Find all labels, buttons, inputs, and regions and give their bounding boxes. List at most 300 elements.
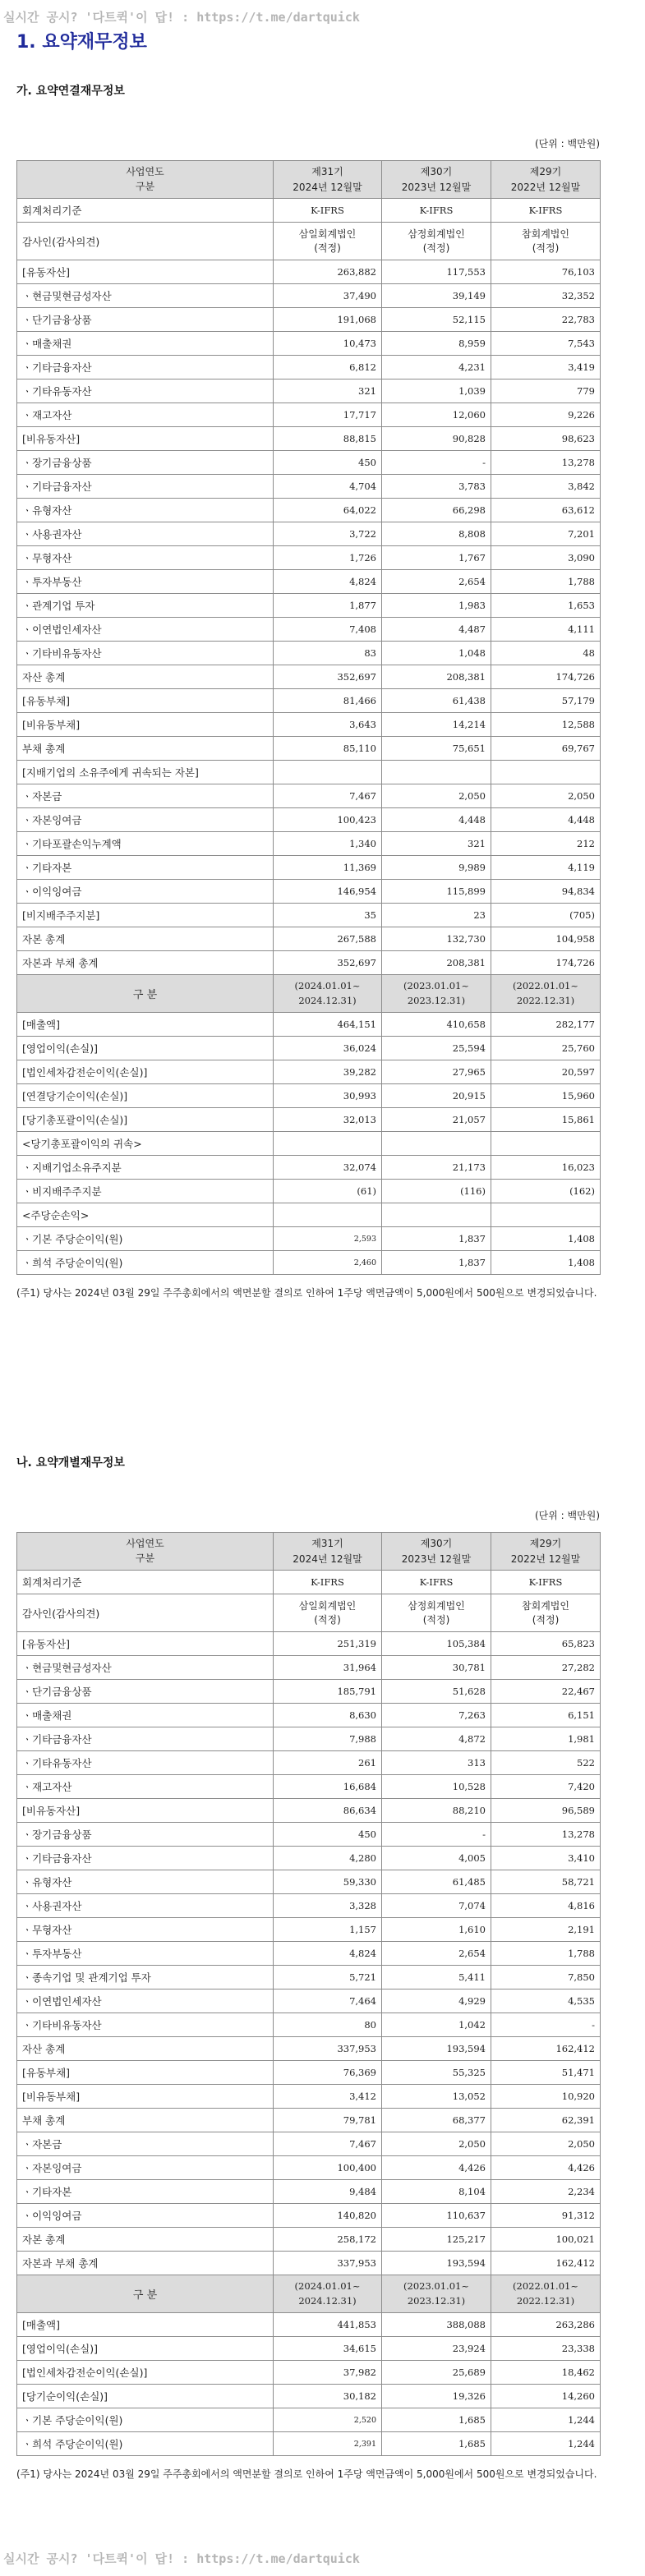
row-value: 16,684 <box>274 1775 382 1799</box>
row-label: ㆍ지배기업소유주지분 <box>17 1156 274 1180</box>
row-value: 2,234 <box>491 2180 601 2204</box>
row-value: 2,050 <box>382 784 491 808</box>
row-value <box>382 1132 491 1156</box>
row-value: 15,960 <box>491 1084 601 1108</box>
row-value: 174,726 <box>491 951 601 975</box>
table-row <box>17 1870 601 1894</box>
row-label: ㆍ기본 주당순이익(원) <box>17 2408 274 2432</box>
row-value: 25,689 <box>382 2361 491 2385</box>
row-value: 5,411 <box>382 1966 491 1990</box>
row-value: 3,419 <box>491 356 601 380</box>
row-value: 1,653 <box>491 594 601 618</box>
auditor-value <box>274 1594 382 1632</box>
table-header-row <box>17 161 601 199</box>
page-title: 1. 요약재무정보 <box>16 32 147 53</box>
row-value: 352,697 <box>274 665 382 689</box>
row-value: 313 <box>382 1751 491 1775</box>
row-value: 15,861 <box>491 1108 601 1132</box>
row-value: 1,048 <box>382 642 491 665</box>
row-label: ㆍ종속기업 및 관계기업 투자 <box>17 1966 274 1990</box>
table-row <box>17 1799 601 1823</box>
row-value: 7,201 <box>491 522 601 546</box>
table-row <box>17 1727 601 1751</box>
row-label: [유동자산] <box>17 1632 274 1656</box>
row-value: 90,828 <box>382 427 491 451</box>
row-value: 1,983 <box>382 594 491 618</box>
table-row <box>17 832 601 856</box>
row-label: [비유동부채] <box>17 2085 274 2109</box>
row-value: (162) <box>491 1180 601 1203</box>
row-value: 48 <box>491 642 601 665</box>
row-value: K-IFRS <box>382 1571 491 1594</box>
header-year-category <box>17 161 274 199</box>
row-value: 36,024 <box>274 1037 382 1060</box>
table-row <box>17 689 601 713</box>
row-value: 37,490 <box>274 284 382 308</box>
header-period-term: 제30기 <box>420 165 453 177</box>
row-value: 51,628 <box>382 1680 491 1704</box>
row-value: 146,954 <box>274 880 382 904</box>
row-label: [매출액] <box>17 2313 274 2337</box>
table-row <box>17 1942 601 1966</box>
table-row <box>17 1180 601 1203</box>
row-value: 51,471 <box>491 2061 601 2085</box>
table-row <box>17 2252 601 2275</box>
period-end: 2022.12.31) <box>516 2294 575 2307</box>
row-value: 8,808 <box>382 522 491 546</box>
row-value: 96,589 <box>491 1799 601 1823</box>
row-value: 98,623 <box>491 427 601 451</box>
row-value: 1,981 <box>491 1727 601 1751</box>
row-value: 66,298 <box>382 499 491 522</box>
row-value: 34,615 <box>274 2337 382 2361</box>
row-value: 8,959 <box>382 332 491 356</box>
auditor-value <box>491 1594 601 1632</box>
header-period-term: 제31기 <box>311 1537 343 1549</box>
row-label: 회계처리기준 <box>17 1571 274 1594</box>
row-value: 7,464 <box>274 1990 382 2013</box>
row-value: 1,837 <box>382 1227 491 1251</box>
row-label: 자본과 부채 총계 <box>17 951 274 975</box>
row-value: 9,484 <box>274 2180 382 2204</box>
header-period-date: 2022년 12월말 <box>510 1552 581 1565</box>
table-row <box>17 427 601 451</box>
header-period-term: 제30기 <box>420 1537 453 1549</box>
row-value: K-IFRS <box>382 199 491 223</box>
header-period-date: 2024년 12월말 <box>293 1552 362 1565</box>
auditor-opinion: (적정) <box>314 1613 341 1626</box>
row-value: 23,924 <box>382 2337 491 2361</box>
row-value: 1,788 <box>491 1942 601 1966</box>
row-value: 76,369 <box>274 2061 382 2085</box>
row-value: - <box>382 1823 491 1847</box>
row-value: 779 <box>491 380 601 403</box>
row-value: 4,816 <box>491 1894 601 1918</box>
row-value: 2,654 <box>382 1942 491 1966</box>
row-value: 4,824 <box>274 1942 382 1966</box>
auditor-value <box>382 223 491 260</box>
row-value: 57,179 <box>491 689 601 713</box>
row-value: 321 <box>382 832 491 856</box>
table-row <box>17 356 601 380</box>
row-value: 10,528 <box>382 1775 491 1799</box>
table-row <box>17 2361 601 2385</box>
row-value: 35 <box>274 904 382 927</box>
row-value: 91,312 <box>491 2204 601 2228</box>
auditor-opinion: (적정) <box>314 242 341 254</box>
table-row <box>17 284 601 308</box>
row-value: 4,426 <box>491 2156 601 2180</box>
auditor-opinion: (적정) <box>532 242 560 254</box>
row-label: ㆍ희석 주당순이익(원) <box>17 1251 274 1275</box>
row-value: K-IFRS <box>491 1571 601 1594</box>
row-label: ㆍ투자부동산 <box>17 570 274 594</box>
row-value: 1,340 <box>274 832 382 856</box>
auditor-name: 삼정회계법인 <box>408 228 465 241</box>
row-value: 4,704 <box>274 475 382 499</box>
row-value: 9,226 <box>491 403 601 427</box>
table-row <box>17 308 601 332</box>
row-value: 352,697 <box>274 951 382 975</box>
section-title-consolidated: 가. 요약연결재무정보 <box>16 85 125 98</box>
row-label: ㆍ기타금융자산 <box>17 1727 274 1751</box>
row-value: 14,214 <box>382 713 491 737</box>
row-value: 125,217 <box>382 2228 491 2252</box>
row-value: 7,263 <box>382 1704 491 1727</box>
row-value: 27,282 <box>491 1656 601 1680</box>
row-label: ㆍ자본잉여금 <box>17 808 274 832</box>
table-row <box>17 784 601 808</box>
row-value: (705) <box>491 904 601 927</box>
row-label: [연결당기순이익(손실)] <box>17 1084 274 1108</box>
header-period <box>491 161 601 199</box>
header-period-range <box>382 975 491 1013</box>
row-value: 9,989 <box>382 856 491 880</box>
table-row <box>17 1037 601 1060</box>
row-value: 59,330 <box>274 1870 382 1894</box>
period-start: (2024.01.01~ <box>294 980 361 992</box>
row-label: [비유동자산] <box>17 427 274 451</box>
footnote: (주1) 당사는 2024년 03월 29일 주주총회에서의 액면분할 결의로 인하여 1주당 액면금액이 5,000원에서 500원으로 변경되었습니다. <box>16 1287 597 1299</box>
row-label: ㆍ기타자본 <box>17 856 274 880</box>
row-value: 7,467 <box>274 2132 382 2156</box>
table-row <box>17 2156 601 2180</box>
table-row <box>17 1751 601 1775</box>
row-value: 410,658 <box>382 1013 491 1037</box>
row-value: 13,278 <box>491 1823 601 1847</box>
row-label: [법인세차감전순이익(손실)] <box>17 1060 274 1084</box>
row-value: 4,119 <box>491 856 601 880</box>
footnote: (주1) 당사는 2024년 03월 29일 주주총회에서의 액면분할 결의로 인하여 1주당 액면금액이 5,000원에서 500원으로 변경되었습니다. <box>16 2468 597 2480</box>
row-value: 83 <box>274 642 382 665</box>
row-value: 258,172 <box>274 2228 382 2252</box>
row-value: 31,964 <box>274 1656 382 1680</box>
header-business-year: 사업연도 <box>126 166 164 178</box>
row-value: 25,760 <box>491 1037 601 1060</box>
row-value: 4,929 <box>382 1990 491 2013</box>
row-value: K-IFRS <box>274 1571 382 1594</box>
table-row <box>17 2109 601 2132</box>
header-period-range <box>491 975 601 1013</box>
row-value: 140,820 <box>274 2204 382 2228</box>
row-value <box>491 1203 601 1227</box>
row-value: 20,915 <box>382 1084 491 1108</box>
table-row <box>17 927 601 951</box>
row-value <box>274 761 382 784</box>
row-label: <당기총포괄이익의 귀속> <box>17 1132 274 1156</box>
row-value: - <box>382 451 491 475</box>
row-label: ㆍ기타금융자산 <box>17 356 274 380</box>
row-value: 450 <box>274 451 382 475</box>
auditor-name: 삼일회계법인 <box>298 228 357 241</box>
row-value: 174,726 <box>491 665 601 689</box>
row-value: 4,487 <box>382 618 491 642</box>
table-row <box>17 1656 601 1680</box>
row-value: 450 <box>274 1823 382 1847</box>
table-row <box>17 618 601 642</box>
row-value: 32,013 <box>274 1108 382 1132</box>
row-value: 1,408 <box>491 1227 601 1251</box>
table-row <box>17 1060 601 1084</box>
auditor-value <box>274 223 382 260</box>
table-header-row <box>17 975 601 1013</box>
header-period-range <box>274 975 382 1013</box>
row-label: ㆍ비지배주주지분 <box>17 1180 274 1203</box>
table-row <box>17 2204 601 2228</box>
table-row <box>17 332 601 356</box>
table-header-row <box>17 1533 601 1571</box>
row-value: 4,824 <box>274 570 382 594</box>
row-value: 88,815 <box>274 427 382 451</box>
row-value: 13,278 <box>491 451 601 475</box>
table-row <box>17 808 601 832</box>
row-value: 61,438 <box>382 689 491 713</box>
table-row <box>17 713 601 737</box>
table-row <box>17 1251 601 1275</box>
row-value: 261 <box>274 1751 382 1775</box>
row-value: 100,400 <box>274 2156 382 2180</box>
row-value: 321 <box>274 380 382 403</box>
row-value: 21,173 <box>382 1156 491 1180</box>
table-row <box>17 642 601 665</box>
row-label: 부채 총계 <box>17 2109 274 2132</box>
row-value: 62,391 <box>491 2109 601 2132</box>
row-value: 21,057 <box>382 1108 491 1132</box>
row-label: ㆍ사용권자산 <box>17 1894 274 1918</box>
row-value: 11,369 <box>274 856 382 880</box>
row-label: 자본과 부채 총계 <box>17 2252 274 2275</box>
table-row <box>17 761 601 784</box>
row-value: 1,837 <box>382 1251 491 1275</box>
row-label: 회계처리기준 <box>17 199 274 223</box>
section-title-separate: 나. 요약개별재무정보 <box>16 1456 125 1470</box>
row-label: ㆍ단기금융상품 <box>17 308 274 332</box>
row-label: ㆍ재고자산 <box>17 403 274 427</box>
row-value: 61,485 <box>382 1870 491 1894</box>
row-label: ㆍ기타자본 <box>17 2180 274 2204</box>
table-row <box>17 904 601 927</box>
row-value: 441,853 <box>274 2313 382 2337</box>
row-label: 감사인(감사의견) <box>17 1594 274 1632</box>
table-row <box>17 260 601 284</box>
row-label: ㆍ현금및현금성자산 <box>17 284 274 308</box>
row-value: 55,325 <box>382 2061 491 2085</box>
row-value: 3,643 <box>274 713 382 737</box>
row-value: 2,460 <box>274 1251 382 1275</box>
row-label: ㆍ기타포괄손익누계액 <box>17 832 274 856</box>
header-category: 구 분 <box>17 975 274 1013</box>
table-row <box>17 1966 601 1990</box>
row-value: 16,023 <box>491 1156 601 1180</box>
row-label: [비지배주주지분] <box>17 904 274 927</box>
row-value: 2,050 <box>491 2132 601 2156</box>
row-value: 10,473 <box>274 332 382 356</box>
row-value: 12,588 <box>491 713 601 737</box>
row-value: 25,594 <box>382 1037 491 1060</box>
row-value: 4,448 <box>382 808 491 832</box>
row-label: ㆍ투자부동산 <box>17 1942 274 1966</box>
row-value: 104,958 <box>491 927 601 951</box>
table-row <box>17 2061 601 2085</box>
auditor-value <box>491 223 601 260</box>
row-value: 7,408 <box>274 618 382 642</box>
row-value: 193,594 <box>382 2037 491 2061</box>
row-value: 282,177 <box>491 1013 601 1037</box>
row-value: 65,823 <box>491 1632 601 1656</box>
row-value: 30,781 <box>382 1656 491 1680</box>
row-value: 6,151 <box>491 1704 601 1727</box>
row-label: ㆍ유형자산 <box>17 499 274 522</box>
row-value: 522 <box>491 1751 601 1775</box>
row-value: 263,286 <box>491 2313 601 2337</box>
row-value <box>491 1132 601 1156</box>
watermark-bottom: 실시간 공시? '다트퀵'이 답! : https://t.me/dartquick <box>3 2551 360 2566</box>
row-value: 162,412 <box>491 2037 601 2061</box>
row-value: 8,104 <box>382 2180 491 2204</box>
row-value: 1,767 <box>382 546 491 570</box>
row-value: 13,052 <box>382 2085 491 2109</box>
consolidated-section <box>16 82 616 1302</box>
row-value: 32,074 <box>274 1156 382 1180</box>
table-header-row <box>17 2275 601 2313</box>
row-label: ㆍ장기금융상품 <box>17 1823 274 1847</box>
row-label: ㆍ희석 주당순이익(원) <box>17 2432 274 2456</box>
row-label: ㆍ기타금융자산 <box>17 1847 274 1870</box>
row-value: 251,319 <box>274 1632 382 1656</box>
row-label: ㆍ관계기업 투자 <box>17 594 274 618</box>
row-label: ㆍ사용권자산 <box>17 522 274 546</box>
auditor-name: 참회계법인 <box>522 1600 569 1612</box>
row-value: 76,103 <box>491 260 601 284</box>
row-value: 337,953 <box>274 2037 382 2061</box>
row-value: 1,877 <box>274 594 382 618</box>
period-start: (2022.01.01~ <box>513 980 578 992</box>
header-period-date: 2024년 12월말 <box>293 181 362 193</box>
row-value: 22,467 <box>491 1680 601 1704</box>
row-value: 1,244 <box>491 2432 601 2456</box>
row-label: ㆍ자본잉여금 <box>17 2156 274 2180</box>
table-row <box>17 380 601 403</box>
table-row <box>17 1084 601 1108</box>
period-end: 2024.12.31) <box>298 2294 357 2307</box>
row-value: 94,834 <box>491 880 601 904</box>
row-label: 자산 총계 <box>17 665 274 689</box>
row-value: 69,767 <box>491 737 601 761</box>
row-value: 68,377 <box>382 2109 491 2132</box>
header-period <box>274 161 382 199</box>
row-label: [영업이익(손실)] <box>17 2337 274 2361</box>
table-row <box>17 1227 601 1251</box>
unit-label: (단위 : 백만원) <box>535 1510 600 1521</box>
row-label: [매출액] <box>17 1013 274 1037</box>
row-value: 3,328 <box>274 1894 382 1918</box>
row-value: 32,352 <box>491 284 601 308</box>
row-value: 2,593 <box>274 1227 382 1251</box>
table-row <box>17 1108 601 1132</box>
separate-table <box>16 1532 601 2456</box>
row-label: ㆍ기본 주당순이익(원) <box>17 1227 274 1251</box>
table-row <box>17 2132 601 2156</box>
auditor-name: 삼정회계법인 <box>408 1600 465 1612</box>
row-value: 5,721 <box>274 1966 382 1990</box>
row-value: 208,381 <box>382 665 491 689</box>
row-value: K-IFRS <box>274 199 382 223</box>
header-period <box>382 1533 491 1571</box>
row-value: 208,381 <box>382 951 491 975</box>
table-row <box>17 1013 601 1037</box>
header-category: 구분 <box>135 180 155 192</box>
row-value: 37,982 <box>274 2361 382 2385</box>
row-label: ㆍ유형자산 <box>17 1870 274 1894</box>
table-row <box>17 1990 601 2013</box>
row-label: ㆍ기타비유동자산 <box>17 2013 274 2037</box>
row-label: ㆍ이익잉여금 <box>17 2204 274 2228</box>
row-value: 86,634 <box>274 1799 382 1823</box>
row-label: ㆍ기타금융자산 <box>17 475 274 499</box>
row-label: 자산 총계 <box>17 2037 274 2061</box>
row-value: 7,467 <box>274 784 382 808</box>
period-end: 2022.12.31) <box>516 994 575 1006</box>
period-start: (2024.01.01~ <box>294 2280 361 2293</box>
row-label: [지배기업의 소유주에게 귀속되는 자본] <box>17 761 274 784</box>
table-row <box>17 2013 601 2037</box>
row-label: 자본 총계 <box>17 927 274 951</box>
auditor-opinion: (적정) <box>532 1613 560 1626</box>
row-value: 10,920 <box>491 2085 601 2109</box>
table-row <box>17 546 601 570</box>
table-row <box>17 1918 601 1942</box>
table-row <box>17 594 601 618</box>
header-period <box>274 1533 382 1571</box>
row-value: 4,448 <box>491 808 601 832</box>
header-business-year: 사업연도 <box>126 1538 164 1550</box>
table-row <box>17 499 601 522</box>
header-period-date: 2023년 12월말 <box>401 1552 472 1565</box>
row-value: 263,882 <box>274 260 382 284</box>
auditor-name: 삼일회계법인 <box>298 1600 357 1612</box>
table-row <box>17 665 601 689</box>
table-row <box>17 570 601 594</box>
row-value <box>274 1203 382 1227</box>
table-row <box>17 2085 601 2109</box>
row-label: [비유동자산] <box>17 1799 274 1823</box>
table-row <box>17 951 601 975</box>
row-value: 75,651 <box>382 737 491 761</box>
row-value: 7,988 <box>274 1727 382 1751</box>
period-end: 2023.12.31) <box>407 994 466 1006</box>
period-start: (2022.01.01~ <box>513 2280 578 2293</box>
row-label: ㆍ자본금 <box>17 784 274 808</box>
